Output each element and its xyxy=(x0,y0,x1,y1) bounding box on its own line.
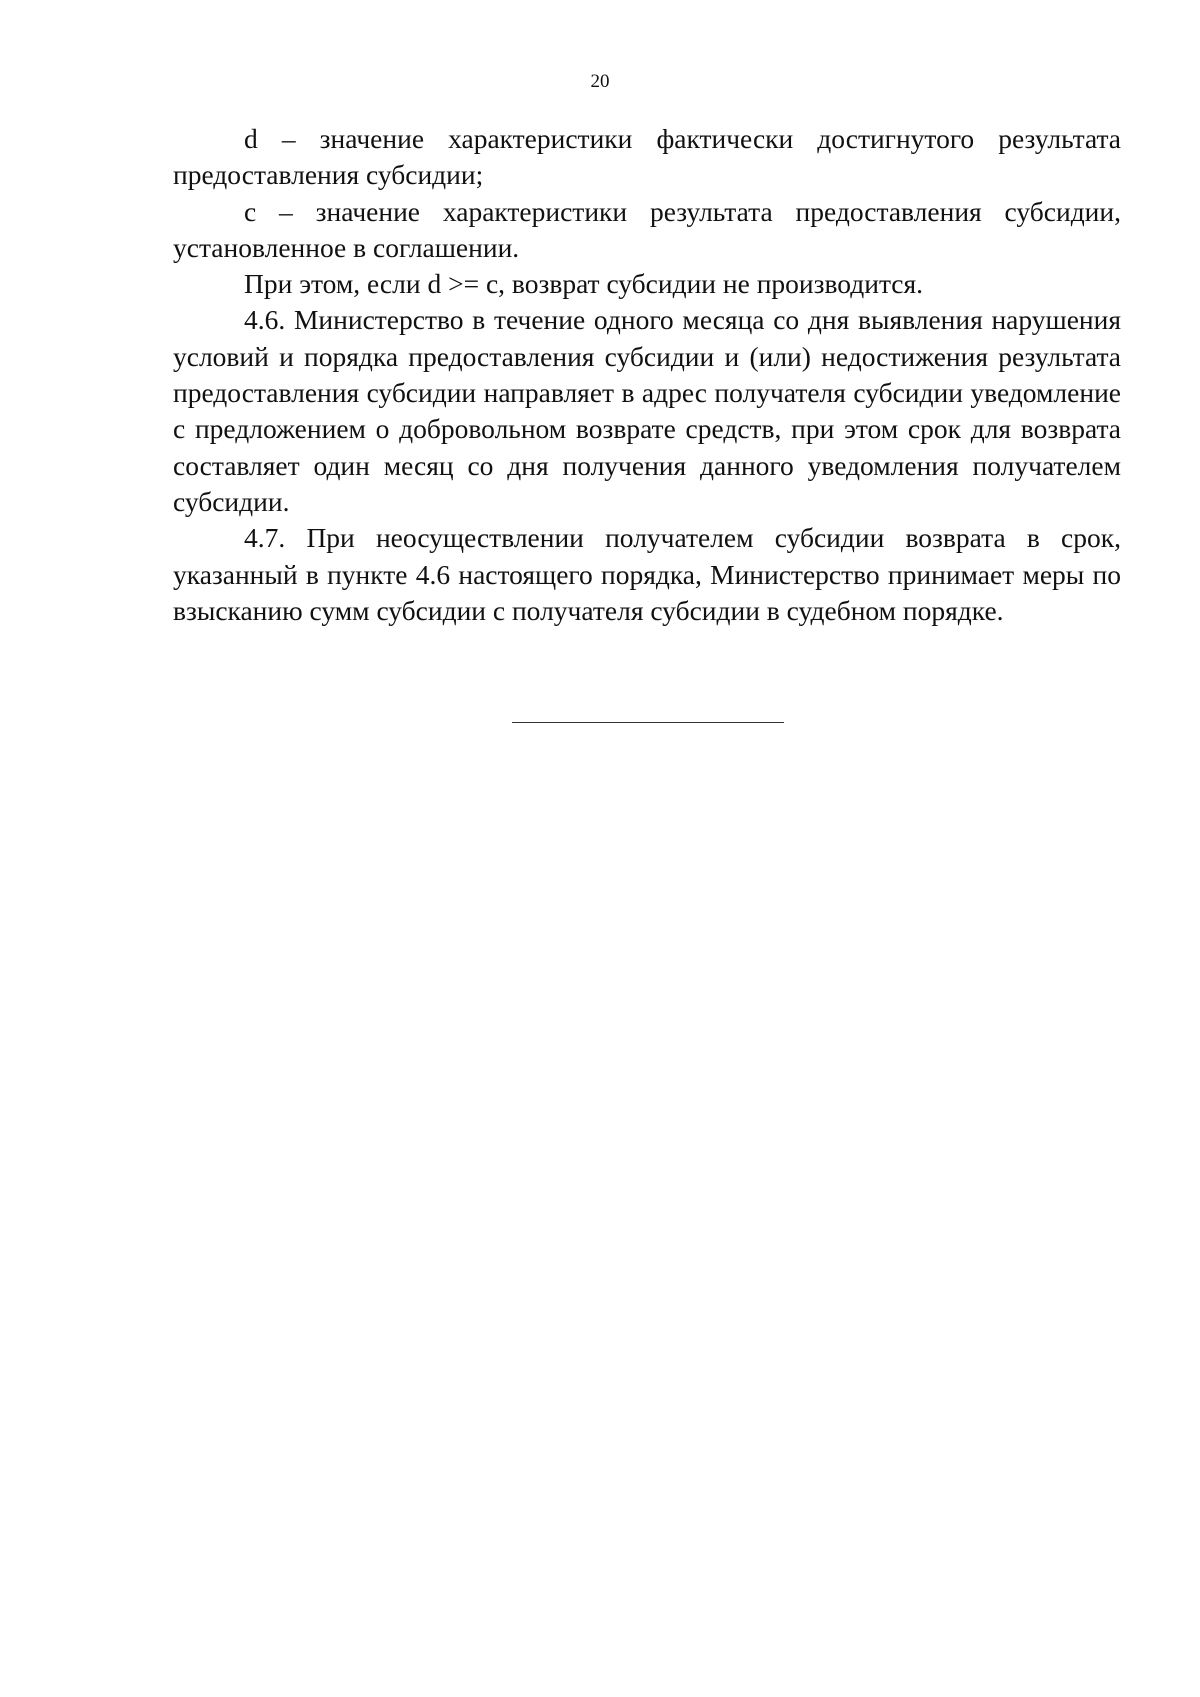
paragraph-condition: При этом, если d >= c, возврат субсидии не производится. xyxy=(244,268,924,300)
page-number: 20 xyxy=(590,71,610,92)
paragraph-clause-4-6: 4.6. Министерство в течение одного месяца со дня выявления нарушения условий и порядка предоставления субсидии и (или) недостижения результата предоставления субсидии направляет в адрес получателя субсидии уведомление с предложением о добровольном возврате средств, при этом срок для возврата составляет один месяц со дня получения данного уведомления получателем субсидии. xyxy=(173,304,1121,517)
paragraph-definition-c: c – значение характеристики результата предоставления субсидии, установленное в соглашении. xyxy=(173,195,1121,263)
paragraph-definition-d: d – значение характеристики фактически достигнутого результата предоставления субсидии; xyxy=(173,123,1121,191)
end-of-document-rule xyxy=(512,722,784,723)
paragraph-clause-4-7: 4.7. При неосуществлении получателем субсидии возврата в срок, указанный в пункте 4.6 настоящего порядка, Министерство принимает меры по взысканию сумм субсидии с получателя субсидии в судебном порядке. xyxy=(173,522,1121,626)
document-body xyxy=(173,121,1121,629)
